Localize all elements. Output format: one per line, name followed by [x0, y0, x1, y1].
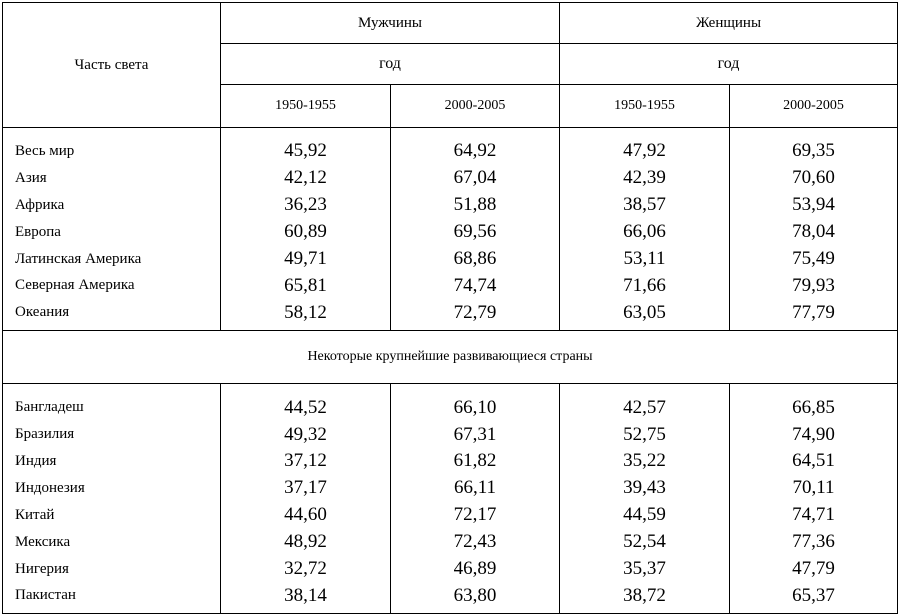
row-value-cell: 39,43: [560, 475, 730, 502]
table-row: [3, 299, 898, 330]
row-value-cell: 52,75: [560, 421, 730, 448]
table-row: [3, 421, 898, 448]
row-value-cell: 47,79: [730, 556, 898, 583]
row-value-cell: 67,04: [391, 165, 560, 192]
row-value-cell: 69,56: [391, 219, 560, 246]
section-title-row: [3, 331, 898, 384]
region-column-header: Часть света: [3, 3, 221, 128]
row-region-name: Азия: [3, 165, 221, 192]
men-column-header: Мужчины: [221, 3, 560, 44]
row-value-cell: 70,60: [730, 165, 898, 192]
period-header: 2000-2005: [391, 85, 560, 128]
row-value-cell: 44,60: [221, 502, 391, 529]
world-regions-body: [3, 128, 898, 331]
row-region-name: Китай: [3, 502, 221, 529]
section-title: Некоторые крупнейшие развивающиеся страны: [3, 331, 898, 384]
row-value-cell: 38,57: [560, 192, 730, 219]
row-region-name: Мексика: [3, 529, 221, 556]
row-value-cell: 78,04: [730, 219, 898, 246]
row-value-cell: 37,17: [221, 475, 391, 502]
table-row: [3, 219, 898, 246]
row-region-name: Африка: [3, 192, 221, 219]
row-value-cell: 74,74: [391, 272, 560, 299]
row-region-name: Северная Америка: [3, 272, 221, 299]
row-value-cell: 65,37: [730, 582, 898, 613]
row-value-cell: 58,12: [221, 299, 391, 330]
row-value-cell: 45,92: [221, 128, 391, 165]
row-region-name: Нигерия: [3, 556, 221, 583]
row-value-cell: 72,79: [391, 299, 560, 330]
row-value-cell: 48,92: [221, 529, 391, 556]
row-value-cell: 35,22: [560, 448, 730, 475]
row-value-cell: 64,92: [391, 128, 560, 165]
row-value-cell: 37,12: [221, 448, 391, 475]
row-value-cell: 70,11: [730, 475, 898, 502]
row-value-cell: 60,89: [221, 219, 391, 246]
table-row: [3, 582, 898, 613]
period-header: 1950-1955: [221, 85, 391, 128]
row-region-name: Индонезия: [3, 475, 221, 502]
header-row-sex: [3, 3, 898, 44]
row-value-cell: 49,32: [221, 421, 391, 448]
row-value-cell: 42,12: [221, 165, 391, 192]
row-value-cell: 44,59: [560, 502, 730, 529]
table-row: [3, 475, 898, 502]
row-value-cell: 64,51: [730, 448, 898, 475]
row-region-name: Океания: [3, 299, 221, 330]
table-row: [3, 529, 898, 556]
row-region-name: Латинская Америка: [3, 246, 221, 273]
row-value-cell: 32,72: [221, 556, 391, 583]
row-value-cell: 71,66: [560, 272, 730, 299]
row-value-cell: 47,92: [560, 128, 730, 165]
row-value-cell: 42,39: [560, 165, 730, 192]
table-row: [3, 192, 898, 219]
table-row: [3, 128, 898, 165]
row-value-cell: 66,10: [391, 384, 560, 421]
table-row: [3, 246, 898, 273]
men-year-header: год: [221, 44, 560, 85]
row-value-cell: 66,85: [730, 384, 898, 421]
row-value-cell: 63,05: [560, 299, 730, 330]
row-value-cell: 68,86: [391, 246, 560, 273]
row-value-cell: 36,23: [221, 192, 391, 219]
life-expectancy-table-container: [2, 2, 897, 606]
row-region-name: Индия: [3, 448, 221, 475]
row-value-cell: 53,11: [560, 246, 730, 273]
row-value-cell: 42,57: [560, 384, 730, 421]
row-value-cell: 44,52: [221, 384, 391, 421]
table-row: [3, 556, 898, 583]
row-value-cell: 79,93: [730, 272, 898, 299]
period-header: 1950-1955: [560, 85, 730, 128]
table-row: [3, 272, 898, 299]
row-value-cell: 72,17: [391, 502, 560, 529]
row-value-cell: 38,14: [221, 582, 391, 613]
table-row: [3, 448, 898, 475]
row-value-cell: 74,90: [730, 421, 898, 448]
row-value-cell: 72,43: [391, 529, 560, 556]
period-header: 2000-2005: [730, 85, 898, 128]
life-expectancy-table: [2, 2, 898, 614]
row-value-cell: 66,11: [391, 475, 560, 502]
row-value-cell: 61,82: [391, 448, 560, 475]
row-value-cell: 75,49: [730, 246, 898, 273]
women-year-header: год: [560, 44, 898, 85]
row-value-cell: 77,36: [730, 529, 898, 556]
row-value-cell: 49,71: [221, 246, 391, 273]
row-region-name: Бангладеш: [3, 384, 221, 421]
developing-countries-body: [3, 384, 898, 614]
row-value-cell: 77,79: [730, 299, 898, 330]
row-region-name: Бразилия: [3, 421, 221, 448]
table-row: [3, 165, 898, 192]
row-value-cell: 53,94: [730, 192, 898, 219]
row-value-cell: 66,06: [560, 219, 730, 246]
row-value-cell: 35,37: [560, 556, 730, 583]
row-value-cell: 67,31: [391, 421, 560, 448]
row-value-cell: 65,81: [221, 272, 391, 299]
row-region-name: Пакистан: [3, 582, 221, 613]
row-value-cell: 52,54: [560, 529, 730, 556]
row-region-name: Европа: [3, 219, 221, 246]
row-value-cell: 69,35: [730, 128, 898, 165]
table-row: [3, 502, 898, 529]
row-value-cell: 63,80: [391, 582, 560, 613]
row-value-cell: 74,71: [730, 502, 898, 529]
women-column-header: Женщины: [560, 3, 898, 44]
row-region-name: Весь мир: [3, 128, 221, 165]
row-value-cell: 46,89: [391, 556, 560, 583]
table-row: [3, 384, 898, 421]
row-value-cell: 38,72: [560, 582, 730, 613]
row-value-cell: 51,88: [391, 192, 560, 219]
